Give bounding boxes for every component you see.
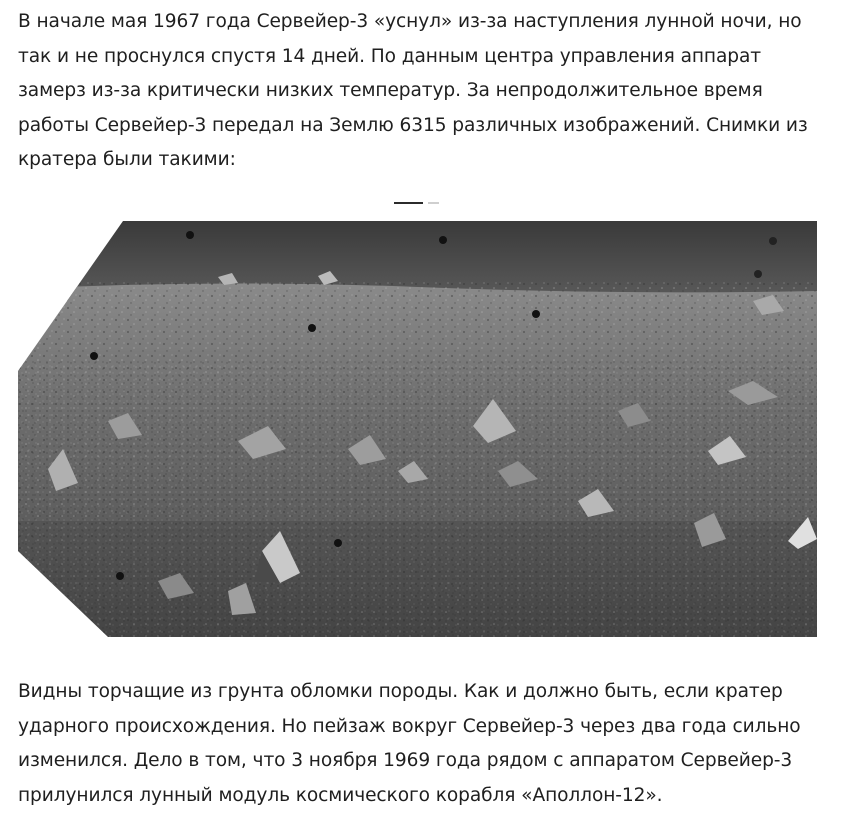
paragraph-line: В начале мая 1967 года Сервейер-3 «уснул» из-за наступления лунной ночи, но <box>18 11 802 32</box>
paragraph-line: ударного происхождения. Но пейзаж вокруг Сервейер-3 через два года сильно <box>18 715 801 737</box>
paragraph-line: изменился. Дело в том, что 3 ноября 1969 года рядом с аппаратом Сервейер-3 <box>18 750 793 771</box>
paragraph-line: работы Сервейер-3 передал на Землю 6315 различных изображений. Снимки из <box>18 114 808 136</box>
lunar-surface-photo[interactable] <box>18 221 817 637</box>
gallery-pagination <box>394 202 442 205</box>
paragraph-line: так и не проснулся спустя 14 дней. По данным центра управления аппарат <box>18 45 761 67</box>
paragraph-line: прилунился лунный модуль космического корабля «Аполлон-12». <box>18 784 663 806</box>
lunar-surface-photo-icon <box>18 221 817 637</box>
gallery-dot-active[interactable] <box>394 202 423 204</box>
article-paragraph-intro <box>18 5 830 178</box>
paragraph-line: замерз из-за критически низких температур. За непродолжительное время <box>18 80 763 101</box>
gallery-dot[interactable] <box>428 202 439 204</box>
paragraph-line: кратера были такими: <box>18 149 236 170</box>
article-paragraph-caption <box>18 675 830 813</box>
paragraph-line: Видны торчащие из грунта обломки породы. Как и должно быть, если кратер <box>18 681 783 702</box>
